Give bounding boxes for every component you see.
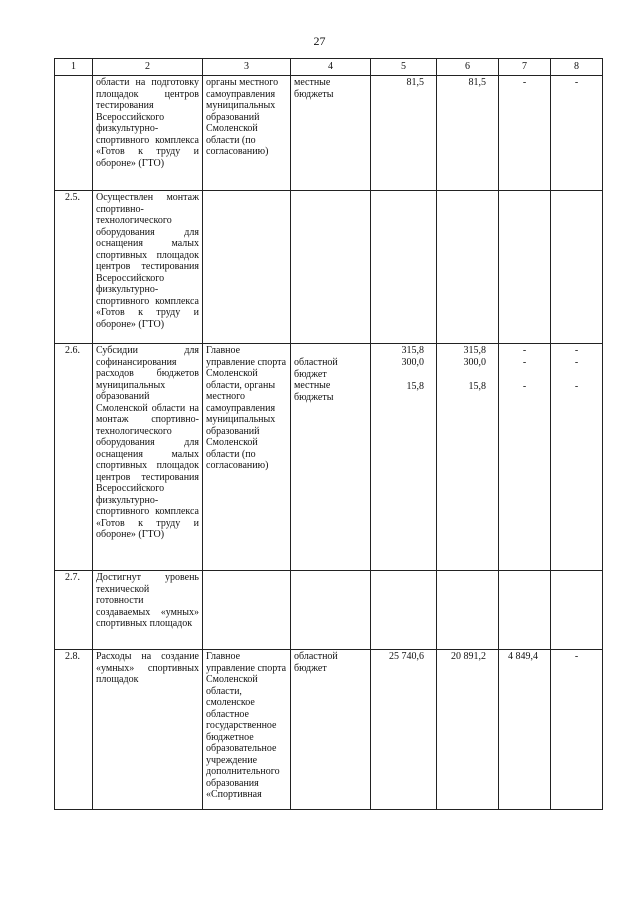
row-executor: [203, 191, 291, 344]
value-total: -: [522, 345, 527, 356]
row-value-col8: [551, 571, 603, 650]
value-total: 315,8: [463, 345, 486, 356]
value-regional: -: [574, 357, 579, 368]
value-local: 15,8: [468, 381, 486, 392]
row-value-col6: [437, 191, 499, 344]
value-local: -: [574, 381, 579, 392]
row-value-col8: [551, 191, 603, 344]
row-value-col6: [437, 571, 499, 650]
value-local: 15,8: [406, 381, 424, 392]
header-cell: 2: [93, 59, 203, 76]
table-row: [55, 191, 603, 344]
header-cell: 3: [203, 59, 291, 76]
row-funding-source: [291, 344, 371, 571]
row-executor: Главное управление спорта Смоленской области, смоленское областное государственное бюджетное образовательное учреждение дополнительного образования «Спортивная: [203, 650, 291, 810]
table-row: [55, 344, 603, 571]
row-description: Осуществлен монтаж спортивно-технологического оборудования для оснащения малых спортивных площадок центров тестирования Всероссийского физкультурно-спортивного комплекса «Готов к труду и обороне» (ГТО): [93, 191, 203, 344]
row-value-col5: [371, 191, 437, 344]
header-cell: 6: [437, 59, 499, 76]
row-value-col7: 4 849,4: [499, 650, 551, 810]
value-regional: 300,0: [401, 357, 424, 368]
row-description: области на подготовку площадок центров тестирования Всероссийского физкультурно-спортивного комплекса «Готов к труду и обороне» (ГТО): [93, 76, 203, 191]
row-number: [55, 76, 93, 191]
row-description: Достигнут уровень технической готовности создаваемых «умных» спортивных площадок: [93, 571, 203, 650]
row-number: 2.7.: [55, 571, 93, 650]
row-executor: [203, 571, 291, 650]
row-value-col6: 20 891,2: [437, 650, 499, 810]
header-cell: 5: [371, 59, 437, 76]
row-description: Расходы на создание «умных» спортивных площадок: [93, 650, 203, 810]
value-regional: 300,0: [463, 357, 486, 368]
table-row: [55, 571, 603, 650]
funding-source-local: местные бюджеты: [294, 380, 334, 403]
row-description: Субсидии для софинансирования расходов бюджетов муниципальных образований Смоленской области на монтаж спортивно-технологического оборудования для оснащения малых спортивных площадок центров тестирования Всероссийского физкультурно-спортивного комплекса «Готов к труду и обороне» (ГТО): [93, 344, 203, 571]
row-number: 2.8.: [55, 650, 93, 810]
row-value-col6: 81,5: [437, 76, 499, 191]
row-value-col5: [371, 571, 437, 650]
value-total: -: [574, 345, 579, 356]
row-value-col5: 25 740,6: [371, 650, 437, 810]
page-number: 27: [313, 34, 326, 48]
row-funding-source: местные бюджеты: [291, 76, 371, 191]
funding-source-regional: областной бюджет: [294, 357, 338, 380]
row-value-col5: [371, 344, 437, 571]
row-value-col7: [499, 571, 551, 650]
header-cell: 7: [499, 59, 551, 76]
row-funding-source: [291, 571, 371, 650]
row-number: 2.6.: [55, 344, 93, 571]
header-row: [55, 59, 603, 76]
row-value-col8: -: [551, 650, 603, 810]
row-value-col7: [499, 191, 551, 344]
header-cell: 8: [551, 59, 603, 76]
row-value-col5: 81,5: [371, 76, 437, 191]
row-funding-source: областной бюджет: [291, 650, 371, 810]
value-total: 315,8: [401, 345, 424, 356]
value-regional: -: [522, 357, 527, 368]
header-cell: 4: [291, 59, 371, 76]
row-value-col8: -: [551, 76, 603, 191]
header-cell: 1: [55, 59, 93, 76]
row-value-col8: [551, 344, 603, 571]
table-row: [55, 76, 603, 191]
table-row: [55, 650, 603, 810]
row-value-col7: [499, 344, 551, 571]
row-value-col7: -: [499, 76, 551, 191]
row-executor: Главное управление спорта Смоленской области, органы местного самоуправления муниципальных образований Смоленской области (по согласованию): [203, 344, 291, 571]
row-number: 2.5.: [55, 191, 93, 344]
row-funding-source: [291, 191, 371, 344]
budget-table: [54, 58, 603, 810]
row-executor: органы местного самоуправления муниципальных образований Смоленской области (по согласованию): [203, 76, 291, 191]
row-value-col6: [437, 344, 499, 571]
value-local: -: [522, 381, 527, 392]
